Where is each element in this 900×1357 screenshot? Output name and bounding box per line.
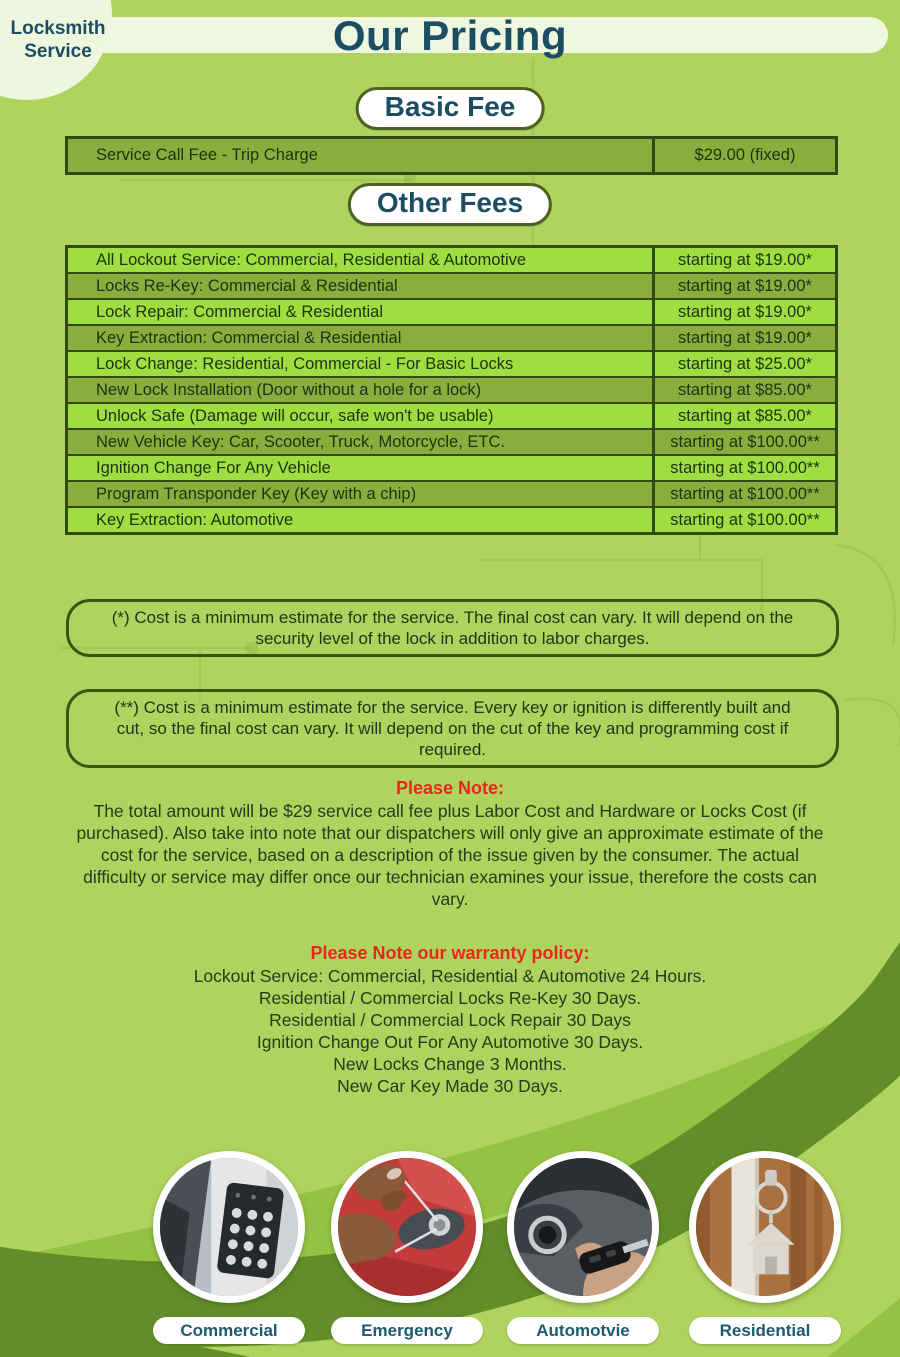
warranty-heading: Please Note our warranty policy:: [310, 943, 590, 963]
service-cell: All Lockout Service: Commercial, Residential & Automotive: [96, 250, 527, 269]
table-row: [68, 248, 835, 274]
category-commercial[interactable]: [153, 1151, 305, 1303]
other-fees-table: [65, 245, 838, 535]
price-cell: starting at $100.00**: [652, 430, 835, 454]
price-cell: starting at $85.00*: [652, 378, 835, 402]
warranty-line: New Car Key Made 30 Days.: [337, 1076, 563, 1096]
table-row: [68, 430, 835, 456]
keypad-lock-photo: [160, 1158, 298, 1296]
table-row: [68, 326, 835, 352]
price-cell: starting at $19.00*: [652, 326, 835, 350]
category-label-commercial[interactable]: Commercial: [153, 1317, 305, 1344]
footnote-single-asterisk: (*) Cost is a minimum estimate for the service. The final cost can vary. It will depend on the security level of the lock in addition to labor charges.: [66, 599, 839, 657]
warranty-line: Ignition Change Out For Any Automotive 30 Days.: [256, 1032, 644, 1052]
service-cell: Service Call Fee - Trip Charge: [96, 146, 318, 164]
table-row: [68, 508, 835, 532]
service-cell: Key Extraction: Automotive: [96, 510, 294, 529]
ignition-key-photo: [514, 1158, 652, 1296]
price-cell: starting at $19.00*: [652, 300, 835, 324]
price-cell: starting at $19.00*: [652, 248, 835, 272]
category-emergency[interactable]: [331, 1151, 483, 1303]
table-row: [68, 300, 835, 326]
service-cell: Ignition Change For Any Vehicle: [96, 458, 331, 477]
service-cell: Program Transponder Key (Key with a chip): [96, 484, 417, 503]
logo-line1: Locksmith: [10, 18, 106, 39]
warranty-list: [0, 965, 900, 1097]
category-residential[interactable]: [689, 1151, 841, 1303]
price-cell: starting at $100.00**: [652, 508, 835, 532]
category-label-emergency[interactable]: Emergency: [331, 1317, 483, 1344]
warranty-line: New Locks Change 3 Months.: [333, 1054, 567, 1074]
service-cell: New Lock Installation (Door without a hole for a lock): [96, 380, 482, 399]
price-cell: starting at $85.00*: [652, 404, 835, 428]
door-keys-photo: [696, 1158, 834, 1296]
table-row: [68, 352, 835, 378]
service-cell: Lock Repair: Commercial & Residential: [96, 302, 384, 321]
category-label-residential[interactable]: Residential: [689, 1317, 841, 1344]
price-cell: starting at $100.00**: [652, 456, 835, 480]
category-label-automotvie[interactable]: Automotvie: [507, 1317, 659, 1344]
price-cell: starting at $100.00**: [652, 482, 835, 506]
page-title: Our Pricing: [332, 12, 568, 59]
warranty-line: Lockout Service: Commercial, Residential & Automotive 24 Hours.: [193, 966, 707, 986]
service-cell: New Vehicle Key: Car, Scooter, Truck, Motorcycle, ETC.: [96, 432, 505, 451]
basic-fee-table: [65, 136, 838, 175]
service-cell: Key Extraction: Commercial & Residential: [96, 328, 402, 347]
price-cell: starting at $19.00*: [652, 274, 835, 298]
service-cell: Lock Change: Residential, Commercial - For Basic Locks: [96, 354, 514, 373]
price-cell: starting at $25.00*: [652, 352, 835, 376]
category-automotvie[interactable]: [507, 1151, 659, 1303]
footnote-double-asterisk: (**) Cost is a minimum estimate for the service. Every key or ignition is differently built and cut, so the final cost can vary. It will depend on the cut of the key and programming cost if required.: [66, 689, 839, 768]
logo-line2: Service: [24, 40, 92, 62]
warranty-line: Residential / Commercial Locks Re-Key 30 Days.: [258, 988, 642, 1008]
table-row: [68, 139, 835, 172]
service-cell: Locks Re-Key: Commercial & Residential: [96, 276, 398, 295]
table-row: [68, 482, 835, 508]
please-note-body: The total amount will be $29 service call fee plus Labor Cost and Hardware or Locks Cost (if purchased). Also take into note that our dispatchers will only give an approximate estimate of the cost for the service, based on a description of the issue given by the consumer. The actual difficulty or service may differ once our technician examines your issue, therefore the costs can vary.: [76, 801, 824, 909]
warranty-line: Residential / Commercial Lock Repair 30 Days: [269, 1010, 631, 1030]
price-cell: $29.00 (fixed): [652, 139, 835, 172]
other-fees-heading: Other Fees: [348, 183, 552, 226]
table-row: [68, 456, 835, 482]
table-row: [68, 274, 835, 300]
service-cell: Unlock Safe (Damage will occur, safe won't be usable): [96, 406, 494, 425]
please-note-heading: Please Note:: [395, 778, 505, 798]
table-row: [68, 404, 835, 430]
table-row: [68, 378, 835, 404]
basic-fee-heading: Basic Fee: [356, 87, 545, 130]
car-lockpick-photo: [338, 1158, 476, 1296]
